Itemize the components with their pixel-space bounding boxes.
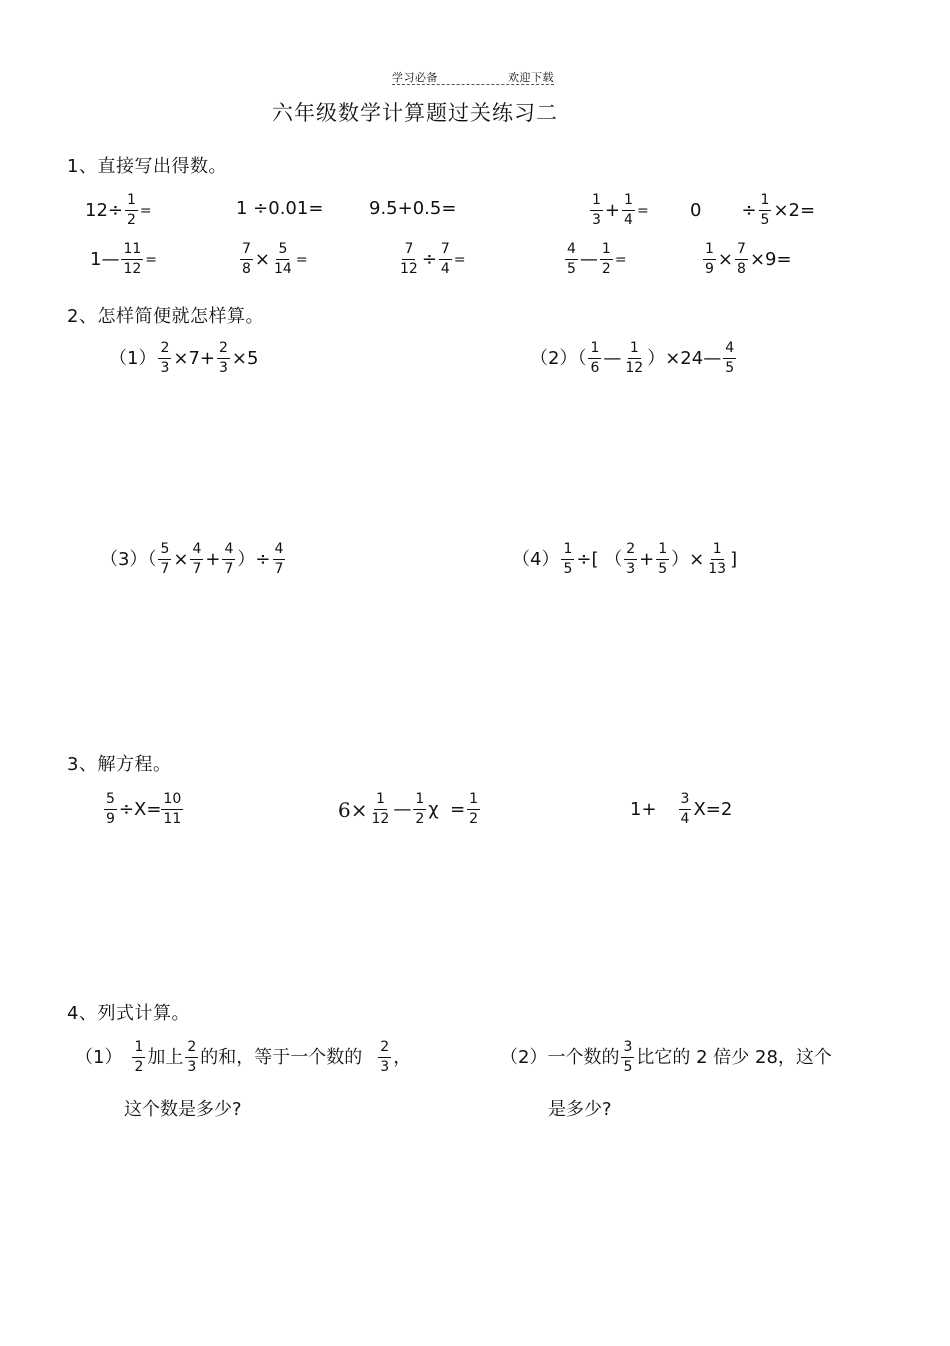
fraction: $\frac{1}{9}$ [705, 241, 714, 277]
fraction: $\frac{1}{2}$ [127, 192, 136, 228]
fraction: $\frac{1}{2}$ [601, 241, 611, 277]
q4-problem-1: （1） $\frac{1}{2}$ 加上 $\frac{2}{3}$ 的和，等于一个数的 $\frac{2}{3}$ ， [75, 1039, 412, 1075]
fraction: $\frac{4}{5}$ [567, 241, 576, 277]
q1-item-d: $\frac{1}{3}$ + $\frac{1}{4}$ = [592, 192, 649, 228]
fraction: $\frac{4}{5}$ [725, 340, 735, 376]
fraction: $\frac{11}{12}$ [123, 241, 142, 277]
q4-problem-2-line-2: 是多少? [548, 1099, 612, 1120]
fraction: $\frac{2}{3}$ [160, 340, 170, 376]
section-4-heading: 4、列式计算。 [67, 1003, 190, 1024]
section-3-heading: 3、解方程。 [67, 754, 172, 775]
fraction: $\frac{5}{9}$ [106, 791, 115, 827]
q1-item-i: $\frac{4}{5}$ — $\frac{1}{2}$ = [567, 241, 627, 277]
fraction: $\frac{2}{3}$ [187, 1039, 197, 1075]
fraction: $\frac{10}{11}$ [163, 791, 182, 827]
fraction: $\frac{3}{5}$ [623, 1039, 633, 1075]
fraction: $\frac{2}{3}$ [380, 1039, 390, 1075]
fraction: $\frac{2}{3}$ [626, 541, 636, 577]
fraction: $\frac{1}{3}$ [592, 192, 601, 228]
fraction: $\frac{1}{12}$ [625, 340, 644, 376]
fraction: $\frac{7}{12}$ [400, 241, 418, 277]
fraction: $\frac{4}{7}$ [192, 541, 202, 577]
q2-problem-1: （1） $\frac{2}{3}$ ×7+ $\frac{2}{3}$ ×5 [109, 340, 259, 376]
q1-item-e: 0 ÷ $\frac{1}{5}$ ×2= [690, 192, 816, 228]
fraction: $\frac{4}{7}$ [224, 541, 234, 577]
q4-problem-2: （2）一个数的 $\frac{3}{5}$ 比它的 2 倍少 28，这个 [500, 1039, 832, 1075]
fraction: $\frac{2}{3}$ [219, 340, 228, 376]
fraction: $\frac{4}{7}$ [274, 541, 284, 577]
fraction: $\frac{1}{5}$ [658, 541, 668, 577]
q2-problem-3: （3）（ $\frac{5}{7}$ × $\frac{4}{7}$ + $\frac{4}{7}$ ）÷ $\frac{4}{7}$ [100, 541, 284, 577]
fraction: $\frac{5}{14}$ [274, 241, 292, 277]
q1-item-a: 12÷ $\frac{1}{2}$ = [85, 192, 152, 228]
fraction: $\frac{1}{4}$ [624, 192, 633, 228]
header-left: 学习必备 [392, 71, 438, 84]
q1-item-f: 1— $\frac{11}{12}$ = [90, 241, 158, 277]
q3-equation-2: 6× $\frac{1}{12}$ — $\frac{1}{2}$ χ = $\frac{1}{2}$ [338, 791, 479, 827]
header-right: 欢迎下载 [508, 71, 554, 84]
q2-problem-2: （2）（ $\frac{1}{6}$ — $\frac{1}{12}$ ）×24— $\frac{4}{5}$ [530, 340, 735, 376]
fraction: $\frac{1}{13}$ [708, 541, 727, 577]
q1-item-b: 1 ÷0.01= [236, 198, 324, 219]
fraction: $\frac{1}{12}$ [371, 791, 390, 827]
fraction: $\frac{7}{8}$ [242, 241, 251, 277]
q3-equation-1: $\frac{5}{9}$ ÷X= $\frac{10}{11}$ [106, 791, 182, 827]
fraction: $\frac{1}{2}$ [469, 791, 479, 827]
section-1-heading: 1、直接写出得数。 [67, 156, 227, 177]
fraction: $\frac{3}{4}$ [680, 791, 690, 827]
fraction: $\frac{5}{7}$ [160, 541, 170, 577]
q3-equation-3: 1+ $\frac{3}{4}$ X=2 [630, 791, 733, 827]
fraction: $\frac{7}{4}$ [440, 241, 450, 277]
fraction: $\frac{1}{5}$ [760, 192, 770, 228]
q1-item-j: $\frac{1}{9}$ × $\frac{7}{8}$ ×9= [705, 241, 792, 277]
page-title: 六年级数学计算题过关练习二 [272, 101, 558, 125]
fraction: $\frac{7}{8}$ [737, 241, 746, 277]
header-divider [392, 84, 554, 85]
q1-item-c: 9.5+0.5= [369, 198, 457, 219]
fraction: $\frac{1}{2}$ [415, 791, 425, 827]
fraction: $\frac{1}{2}$ [134, 1039, 144, 1075]
q1-item-g: $\frac{7}{8}$ × $\frac{5}{14}$ = [242, 241, 308, 277]
q1-item-h: $\frac{7}{12}$ ÷ $\frac{7}{4}$ = [400, 241, 466, 277]
fraction: $\frac{1}{5}$ [563, 541, 573, 577]
q4-problem-1-line-2: 这个数是多少? [124, 1099, 242, 1120]
q2-problem-4: （4） $\frac{1}{5}$ ÷[ （ $\frac{2}{3}$ + $\frac{1}{5}$ ）× $\frac{1}{13}$ ] [512, 541, 738, 577]
section-2-heading: 2、怎样简便就怎样算。 [67, 306, 264, 327]
fraction: $\frac{1}{6}$ [590, 340, 600, 376]
